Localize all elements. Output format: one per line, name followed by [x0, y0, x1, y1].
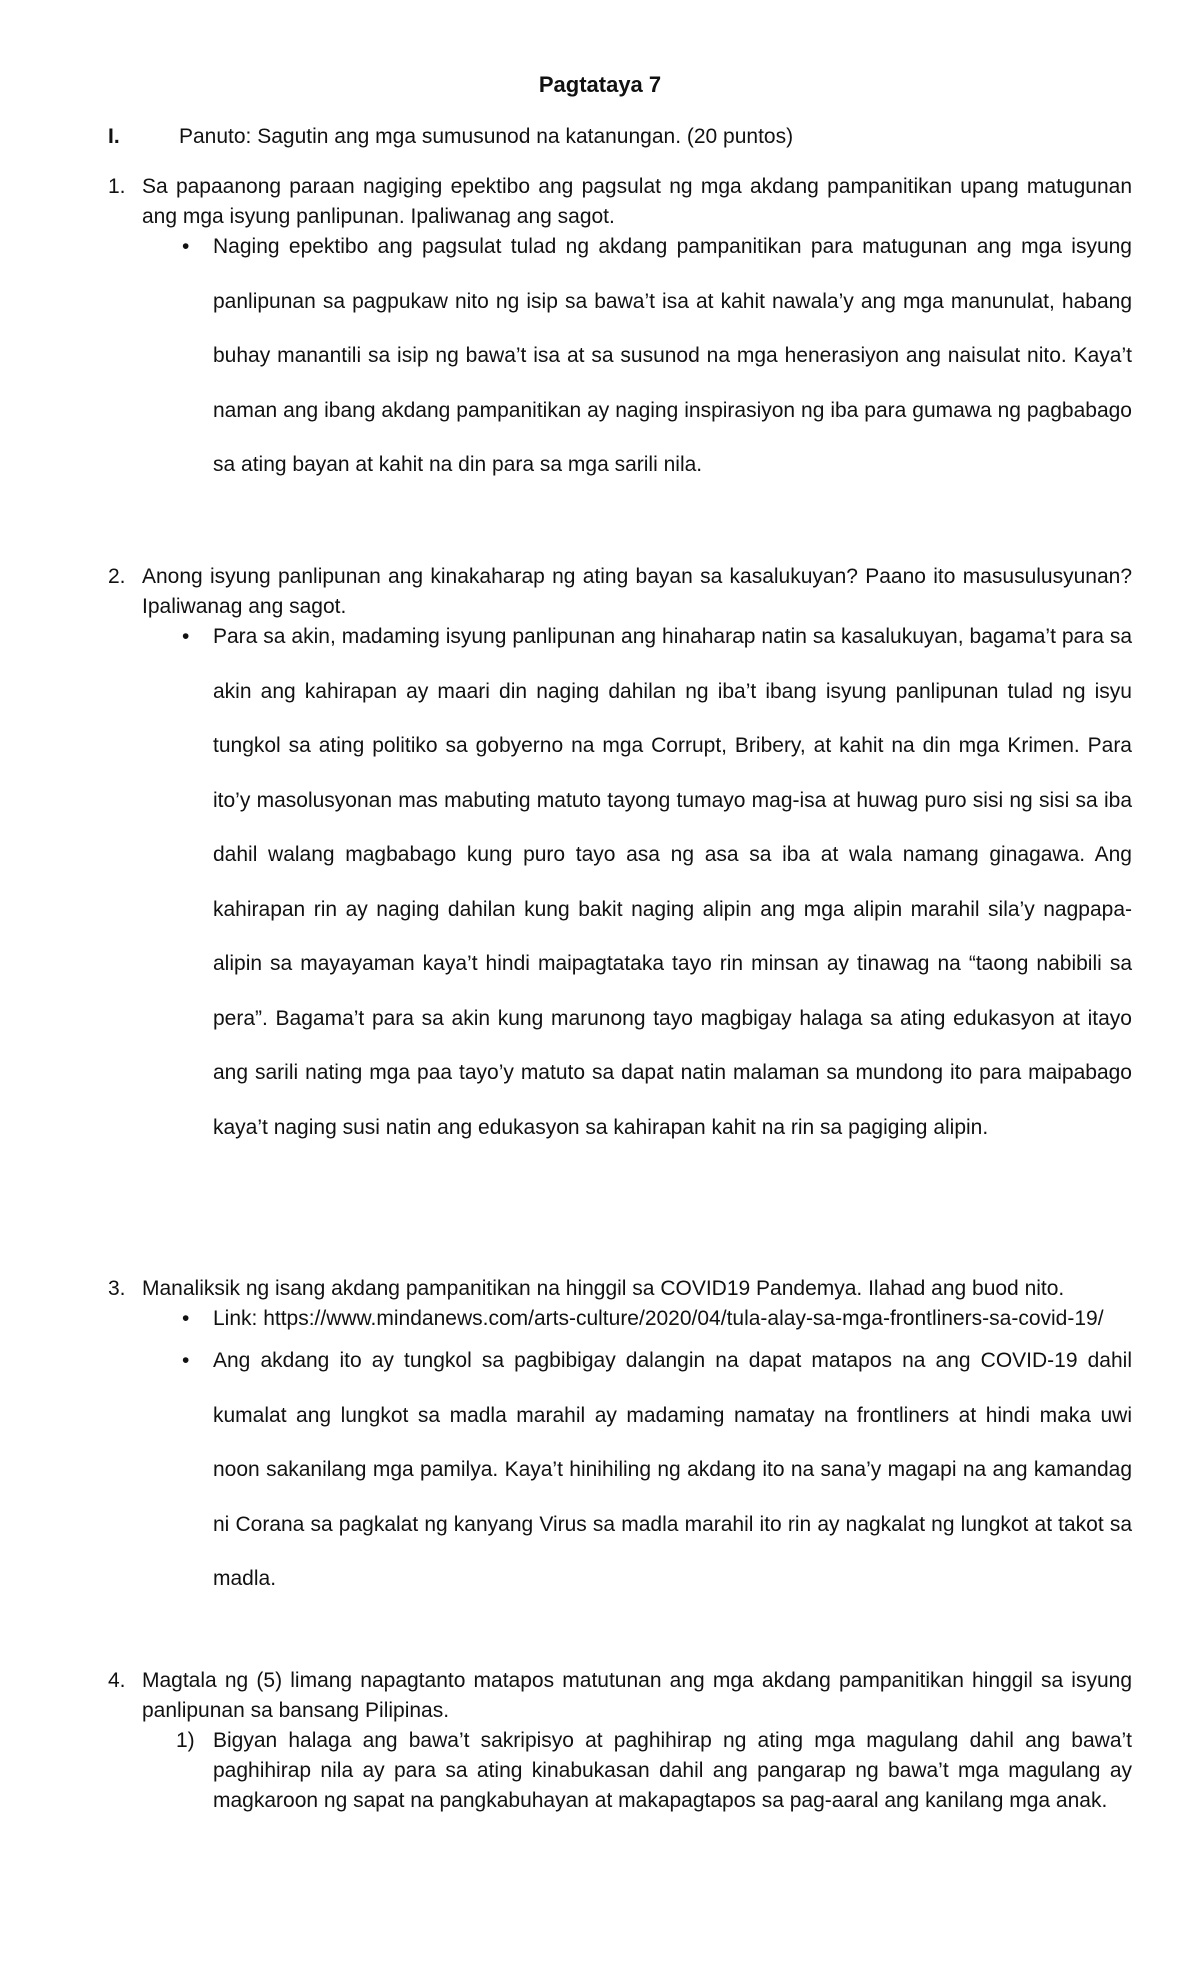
source-link[interactable]: Link: https://www.mindanews.com/arts-culture/2020/04/tula-alay-sa-mga-frontliners-sa-covid-19/ [213, 1307, 1104, 1330]
document-title: Pagtataya 7 [538, 72, 662, 97]
question-number: 2. [108, 565, 126, 588]
question-number: 1. [108, 175, 126, 198]
list-item [108, 1726, 1132, 1816]
bullet-icon: • [182, 235, 190, 258]
bullet-icon: • [182, 1307, 190, 1330]
instruction-text: Panuto: Sagutin ang mga sumusunod na katanungan. (20 puntos) [179, 125, 794, 148]
answer-text: Ang akdang ito ay tungkol sa pagbibigay dalangin na dapat matapos na ang COVID-19 dahil kumalat ang lungkot sa madla marahil ay madaming namatay na frontliners at hindi maka uwi noon sakanilang mga pamilya. Kaya’t hinihiling ng akdang ito na sana’y magapi na ang kamandag ni Corana sa pagkalat ng kanyang Virus sa madla marahil ito rin ay nagkalat ng lungkot at takot sa madla. [213, 1349, 1132, 1590]
answer-item [108, 610, 1132, 1155]
question-number: 3. [108, 1277, 126, 1300]
answer-item [108, 1304, 1132, 1334]
section-number: I. [108, 125, 120, 148]
answer-list [108, 1304, 1132, 1607]
answer-list [108, 220, 1132, 493]
realization-list [108, 1726, 1132, 1816]
bullet-icon: • [182, 1349, 190, 1372]
question-2 [108, 562, 1132, 1155]
answer-item [108, 220, 1132, 493]
bullet-icon: • [182, 625, 190, 648]
answer-text: Para sa akin, madaming isyung panlipunan ang hinaharap natin sa kasalukuyan, bagama’t para sa akin ang kahirapan ay maari din naging dahilan ng iba’t ibang isyung panlipunan tulad ng isyu tungkol sa ating politiko sa gobyerno na mga Corrupt, Bribery, at kahit na din mga Krimen. Para ito’y masolusyonan mas mabuting matuto tayong tumayo mag-isa at huwag puro sisi ng sisi sa iba dahil walang magbabago kung puro tayo asa ng asa sa iba at wala namang ginagawa. Ang kahirapan rin ay naging dahilan kung bakit naging alipin ang mga alipin marahil sila’y nagpapa-alipin sa mayayaman kaya’t hindi maipagtataka tayo rin minsan ay tinawag na “taong nabibili sa pera”. Bagama’t para sa akin kung marunong tayo magbigay halaga sa ating edukasyon at itayo ang sarili nating mga paa tayo’y matuto sa dapat natin malaman sa mundong ito para maipabago kaya’t naging susi natin ang edukasyon sa kahirapan kahit na rin sa pagiging alipin. [213, 625, 1132, 1139]
question-text: Manaliksik ng isang akdang pampanitikan na hinggil sa COVID19 Pandemya. Ilahad ang buod nito. [142, 1277, 1065, 1300]
answer-item [108, 1334, 1132, 1607]
question-text: Magtala ng (5) limang napagtanto matapos matutunan ang mga akdang pampanitikan hinggil sa isyung panlipunan sa bansang Pilipinas. [142, 1669, 1132, 1722]
answer-text: Naging epektibo ang pagsulat tulad ng akdang pampanitikan para matugunan ang mga isyung panlipunan sa pagpukaw nito ng isip sa bawa’t isa at kahit nawala’y ang mga manunulat, habang buhay manantili sa isip ng bawa’t isa at sa susunod na mga henerasiyon ang naisulat nito. Kaya’t naman ang ibang akdang pampanitikan ay naging inspirasiyon ng iba para gumawa ng pagbabago sa ating bayan at kahit na din para sa mga sarili nila. [213, 235, 1132, 476]
answer-list [108, 610, 1132, 1155]
item-text: Bigyan halaga ang bawa’t sakripisyo at paghihirap ng ating mga magulang dahil ang bawa’t paghihirap nila ay para sa ating kinabukasan dahil ang pangarap ng bawa’t mga magulang ay magkaroon ng sapat na pangkabuhayan at makapagtapos sa pag-aaral ang kanilang mga anak. [213, 1729, 1132, 1812]
section-instruction [108, 122, 1100, 152]
question-text: Anong isyung panlipunan ang kinakaharap ng ating bayan sa kasalukuyan? Paano ito masusulusyunan? Ipaliwanag ang sagot. [142, 565, 1132, 618]
question-1 [108, 172, 1132, 493]
question-4 [108, 1666, 1132, 1816]
question-3 [108, 1274, 1132, 1607]
item-number: 1) [176, 1729, 195, 1752]
question-text: Sa papaanong paraan nagiging epektibo ang pagsulat ng mga akdang pampanitikan upang matugunan ang mga isyung panlipunan. Ipaliwanag ang sagot. [142, 175, 1132, 228]
question-number: 4. [108, 1669, 126, 1692]
